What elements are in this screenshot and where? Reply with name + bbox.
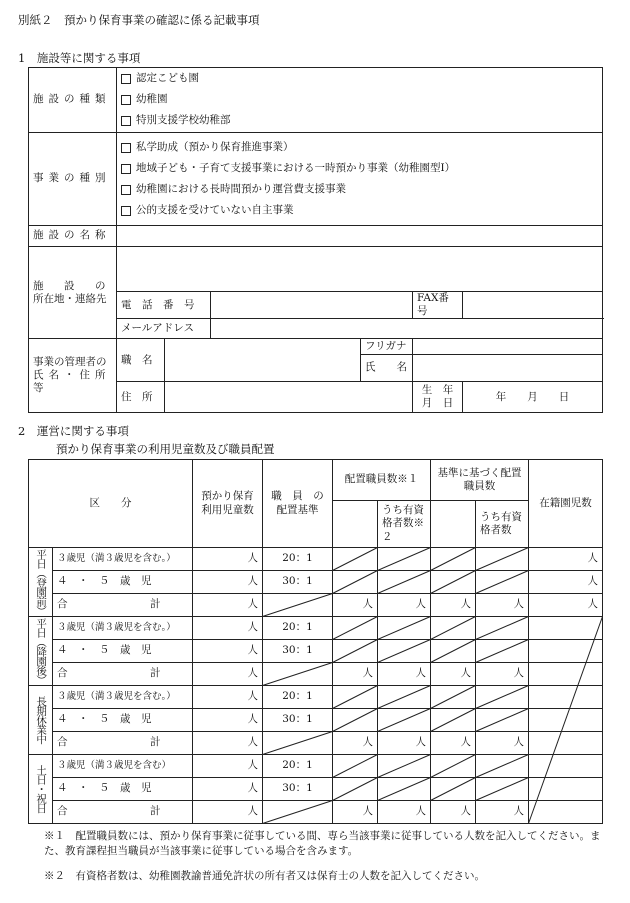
staff-count — [378, 548, 431, 571]
group-label: 土日・祝日 — [29, 755, 53, 824]
assigned-qualified-header: うち有資格者数※２ — [378, 501, 431, 548]
staff-count[interactable]: 人 — [476, 732, 529, 755]
table-row — [29, 617, 603, 640]
ratio: 30：1 — [263, 571, 333, 594]
staff-count — [378, 686, 431, 709]
checkbox[interactable] — [121, 164, 131, 174]
table-row — [29, 801, 603, 824]
ratio: 20：1 — [263, 686, 333, 709]
group-label: 長期休業中 — [29, 686, 53, 755]
staff-count — [431, 548, 476, 571]
note-1 — [44, 828, 614, 858]
staff-count — [333, 778, 378, 801]
table-row — [29, 571, 603, 594]
note-text: 有資格者数は、幼稚園教諭普通免許状の所有者又は保育士の人数を記入してください。 — [75, 870, 485, 882]
standard-header: 職 員 の配置基準 — [263, 460, 333, 548]
birth-date-field[interactable]: 年 月 日 — [463, 382, 603, 413]
staff-count[interactable]: 人 — [333, 801, 378, 824]
ratio — [263, 663, 333, 686]
children-count[interactable]: 人 — [193, 594, 263, 617]
job-label: 職 名 — [117, 339, 165, 382]
based-header: 基準に基づく配置職員数 — [431, 460, 529, 501]
checkbox[interactable] — [121, 185, 131, 195]
fax-label: FAX番号 — [413, 292, 463, 319]
staff-count — [333, 640, 378, 663]
children-count[interactable]: 人 — [193, 755, 263, 778]
note-mark: ※２ — [44, 870, 65, 882]
staff-count — [333, 617, 378, 640]
checkbox[interactable] — [121, 143, 131, 153]
furigana-label: フリガナ — [361, 339, 413, 354]
table-row — [29, 778, 603, 801]
staff-count — [378, 640, 431, 663]
table-row — [29, 732, 603, 755]
staff-count — [333, 571, 378, 594]
children-count[interactable]: 人 — [193, 617, 263, 640]
document-title: 別紙２ 預かり保育事業の確認に係る記載事項 — [18, 13, 260, 27]
enrolled-count — [529, 617, 603, 640]
email-label: メールアドレス — [117, 319, 211, 339]
staff-count — [333, 709, 378, 732]
row-label: 合 計 — [53, 801, 193, 824]
staff-count — [476, 778, 529, 801]
enrolled-count — [529, 709, 603, 732]
row-label: ４ ・ ５ 歳 児 — [53, 709, 193, 732]
manager-address-field[interactable] — [165, 382, 413, 413]
row-label: ４ ・ ５ 歳 児 — [53, 640, 193, 663]
table-row — [29, 709, 603, 732]
section2-heading: 2 運営に関する事項 — [18, 424, 129, 438]
note-text: 配置職員数には、預かり保育事業に従事している間、専ら当該事業に従事している人数を記入してください。また、教育課程担当職員が当該事業に従事している場合を含みます。 — [44, 830, 601, 857]
ratio — [263, 801, 333, 824]
staff-count[interactable]: 人 — [476, 594, 529, 617]
children-count[interactable]: 人 — [193, 548, 263, 571]
email-field[interactable] — [211, 319, 603, 339]
staff-count — [378, 709, 431, 732]
staff-count[interactable]: 人 — [333, 732, 378, 755]
children-count[interactable]: 人 — [193, 663, 263, 686]
children-count[interactable]: 人 — [193, 640, 263, 663]
children-header: 預かり保育利用児童数 — [193, 460, 263, 548]
staff-count[interactable]: 人 — [333, 663, 378, 686]
children-count[interactable]: 人 — [193, 801, 263, 824]
staff-count[interactable]: 人 — [431, 801, 476, 824]
staff-count — [431, 709, 476, 732]
facility-name-label: 施設の名称 — [29, 226, 117, 247]
staff-count — [476, 686, 529, 709]
staff-count — [476, 640, 529, 663]
blank-cell — [333, 501, 378, 548]
staff-count — [333, 755, 378, 778]
facility-table — [28, 67, 603, 413]
children-count[interactable]: 人 — [193, 686, 263, 709]
enrolled-count — [529, 686, 603, 709]
manager-label: 事業の管理者の 氏名・住所等 — [29, 339, 117, 413]
enrolled-count — [529, 778, 603, 801]
checkbox[interactable] — [121, 95, 131, 105]
staff-count — [378, 755, 431, 778]
staffing-table — [28, 459, 603, 824]
staff-count — [378, 617, 431, 640]
staff-count[interactable]: 人 — [378, 663, 431, 686]
staff-count — [476, 709, 529, 732]
staff-count[interactable]: 人 — [476, 801, 529, 824]
enrolled-count[interactable]: 人 — [529, 571, 603, 594]
staff-count — [431, 778, 476, 801]
checkbox[interactable] — [121, 74, 131, 84]
row-label: ３歳児（満３歳児を含む。） — [53, 686, 193, 709]
staff-count — [431, 617, 476, 640]
staff-count[interactable]: 人 — [378, 801, 431, 824]
ratio: 30：1 — [263, 640, 333, 663]
children-count[interactable]: 人 — [193, 778, 263, 801]
enrolled-header: 在籍園児数 — [529, 460, 603, 548]
staff-count — [476, 755, 529, 778]
row-label: 合 計 — [53, 732, 193, 755]
staff-count — [378, 571, 431, 594]
address-field[interactable] — [117, 247, 603, 292]
staff-count — [431, 571, 476, 594]
facility-type-label: 施設の種類 — [29, 68, 117, 133]
children-count[interactable]: 人 — [193, 571, 263, 594]
project-type-label: 事業の種別 — [29, 133, 117, 226]
note-mark: ※１ — [44, 830, 65, 842]
staff-count — [431, 755, 476, 778]
enrolled-count — [529, 732, 603, 755]
section1-heading: 1 施設等に関する事項 — [18, 51, 141, 65]
staff-count[interactable]: 人 — [431, 663, 476, 686]
table-row — [29, 755, 603, 778]
group-label: 平日（降園後） — [29, 617, 53, 686]
children-count[interactable]: 人 — [193, 732, 263, 755]
staff-count[interactable]: 人 — [476, 663, 529, 686]
table-row — [29, 594, 603, 617]
phone-label: 電 話 番 号 — [117, 292, 211, 319]
based-qualified-header: うち有資格者数 — [476, 501, 529, 548]
name-field[interactable] — [413, 354, 603, 382]
phone-field[interactable] — [211, 292, 413, 319]
enrolled-count — [529, 801, 603, 824]
name-label: 氏 名 — [361, 354, 413, 382]
table-row — [29, 548, 603, 571]
enrolled-count[interactable]: 人 — [529, 548, 603, 571]
ratio: 30：1 — [263, 778, 333, 801]
staff-count — [476, 548, 529, 571]
section2-subheading: 預かり保育事業の利用児童数及び職員配置 — [56, 442, 275, 456]
children-count[interactable]: 人 — [193, 709, 263, 732]
birth-label: 生 年 月 日 — [413, 382, 463, 413]
project-type-options: 私学助成（預かり保育推進事業） 地域子ども・子育て支援事業における一時預かり事業（幼稚園型Ⅰ） 幼稚園における長時間預かり運営費支援事業 公的支援を受けていない自主事業 — [117, 133, 603, 226]
address-label: 施 設 の 所在地・連絡先 — [29, 247, 117, 339]
row-label: 合 計 — [53, 663, 193, 686]
ratio — [263, 594, 333, 617]
row-label: ３歳児（満３歳児を含む） — [53, 755, 193, 778]
staff-count — [378, 778, 431, 801]
checkbox[interactable] — [121, 116, 131, 126]
manager-address-label: 住 所 — [117, 382, 165, 413]
row-label: ３歳児（満３歳児を含む。） — [53, 548, 193, 571]
furigana-field[interactable] — [413, 339, 603, 354]
staff-count[interactable]: 人 — [378, 732, 431, 755]
fax-field[interactable] — [463, 292, 603, 319]
staff-count[interactable]: 人 — [333, 594, 378, 617]
row-label: 合 計 — [53, 594, 193, 617]
blank-cell — [431, 501, 476, 548]
enrolled-count — [529, 640, 603, 663]
table-row — [29, 640, 603, 663]
checkbox[interactable] — [121, 206, 131, 216]
category-header: 区 分 — [29, 460, 193, 548]
staff-count — [333, 686, 378, 709]
staff-count — [431, 640, 476, 663]
ratio: 30：1 — [263, 709, 333, 732]
enrolled-count — [529, 663, 603, 686]
note-2 — [44, 868, 614, 883]
staff-count[interactable]: 人 — [431, 732, 476, 755]
staff-count — [431, 686, 476, 709]
staff-count[interactable]: 人 — [378, 594, 431, 617]
row-label: ３歳児（満３歳児を含む。） — [53, 617, 193, 640]
table-row — [29, 686, 603, 709]
facility-type-options: 認定こども園 幼稚園 特別支援学校幼稚部 — [117, 68, 603, 133]
enrolled-count — [529, 755, 603, 778]
staff-count[interactable]: 人 — [431, 594, 476, 617]
table-row — [29, 663, 603, 686]
ratio — [263, 732, 333, 755]
row-label: ４ ・ ５ 歳 児 — [53, 571, 193, 594]
ratio: 20：1 — [263, 617, 333, 640]
enrolled-count[interactable]: 人 — [529, 594, 603, 617]
group-label: 平日（登園前） — [29, 548, 53, 617]
staff-count — [476, 571, 529, 594]
ratio: 20：1 — [263, 548, 333, 571]
job-field[interactable] — [165, 339, 361, 382]
staff-count — [476, 617, 529, 640]
facility-name-field[interactable] — [117, 226, 603, 247]
assigned-header: 配置職員数※１ — [333, 460, 431, 501]
row-label: ４ ・ ５ 歳 児 — [53, 778, 193, 801]
staff-count — [333, 548, 378, 571]
ratio: 20：1 — [263, 755, 333, 778]
